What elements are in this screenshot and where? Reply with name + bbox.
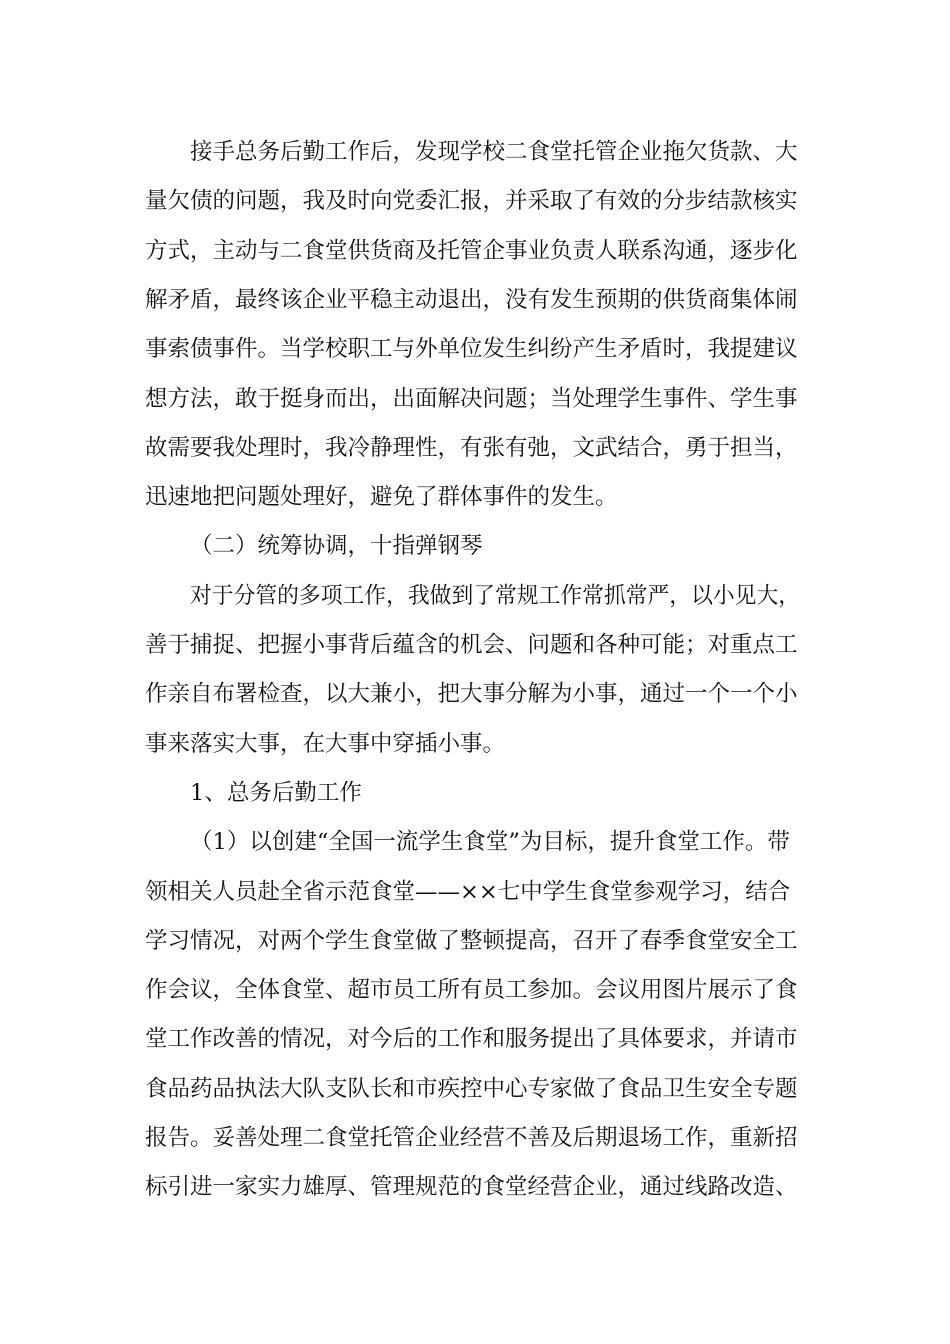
text-line: 量欠债的问题，我及时向党委汇报，并采取了有效的分步结款核实 bbox=[145, 188, 798, 215]
text-line: 报告。妥善处理二食堂托管企业经营不善及后期退场工作，重新招 bbox=[145, 1125, 798, 1151]
text-line: 想方法，敢于挺身而出，出面解决问题；当处理学生事件、学生事 bbox=[145, 385, 798, 412]
text-line: 事索债事件。当学校职工与外单位发生纠纷产生矛盾时，我提建议 bbox=[145, 336, 798, 363]
text-line: 事来落实大事，在大事中穿插小事。 bbox=[145, 730, 506, 757]
text-line: 领相关人员赴全省示范食堂——××七中学生食堂参观学习，结合 bbox=[145, 878, 791, 905]
text-line: 方式，主动与二食堂供货商及托管企事业负责人联系沟通，逐步化 bbox=[145, 237, 798, 264]
text-line: 对于分管的多项工作，我做到了常规工作常抓常严，以小见大， bbox=[190, 582, 801, 609]
text-line: 善于捕捉、把握小事背后蕴含的机会、问题和各种可能；对重点工 bbox=[145, 632, 798, 658]
text-line: 故需要我处理时，我冷静理性，有张有弛，文武结合，勇于担当， bbox=[145, 434, 798, 461]
text-line: （1）以创建“全国一流学生食堂”为目标，提升食堂工作。带 bbox=[190, 829, 790, 856]
text-line: 标引进一家实力雄厚、管理规范的食堂经营企业，通过线路改造、 bbox=[145, 1174, 798, 1201]
text-line: 堂工作改善的情况，对今后的工作和服务提出了具体要求，并请市 bbox=[145, 1026, 798, 1053]
section-heading: （二）统筹协调，十指弹钢琴 bbox=[190, 533, 483, 560]
text-line: 迅速地把问题处理好，避免了群体事件的发生。 bbox=[145, 484, 618, 511]
subsection-heading: 1、总务后勤工作 bbox=[190, 779, 362, 806]
text-line: 作会议，全体食堂、超市员工所有员工参加。会议用图片展示了食 bbox=[145, 977, 798, 1004]
text-line: 解矛盾，最终该企业平稳主动退出，没有发生预期的供货商集体闹 bbox=[145, 286, 798, 313]
text-line: 作亲自布署检查，以大兼小，把大事分解为小事，通过一个一个小 bbox=[145, 681, 798, 708]
text-line: 接手总务后勤工作后，发现学校二食堂托管企业拖欠货款、大 bbox=[190, 139, 798, 165]
text-line: 食品药品执法大队支队长和市疾控中心专家做了食品卫生安全专题 bbox=[145, 1075, 798, 1102]
text-line: 学习情况，对两个学生食堂做了整顿提高，召开了春季食堂安全工 bbox=[145, 927, 798, 954]
